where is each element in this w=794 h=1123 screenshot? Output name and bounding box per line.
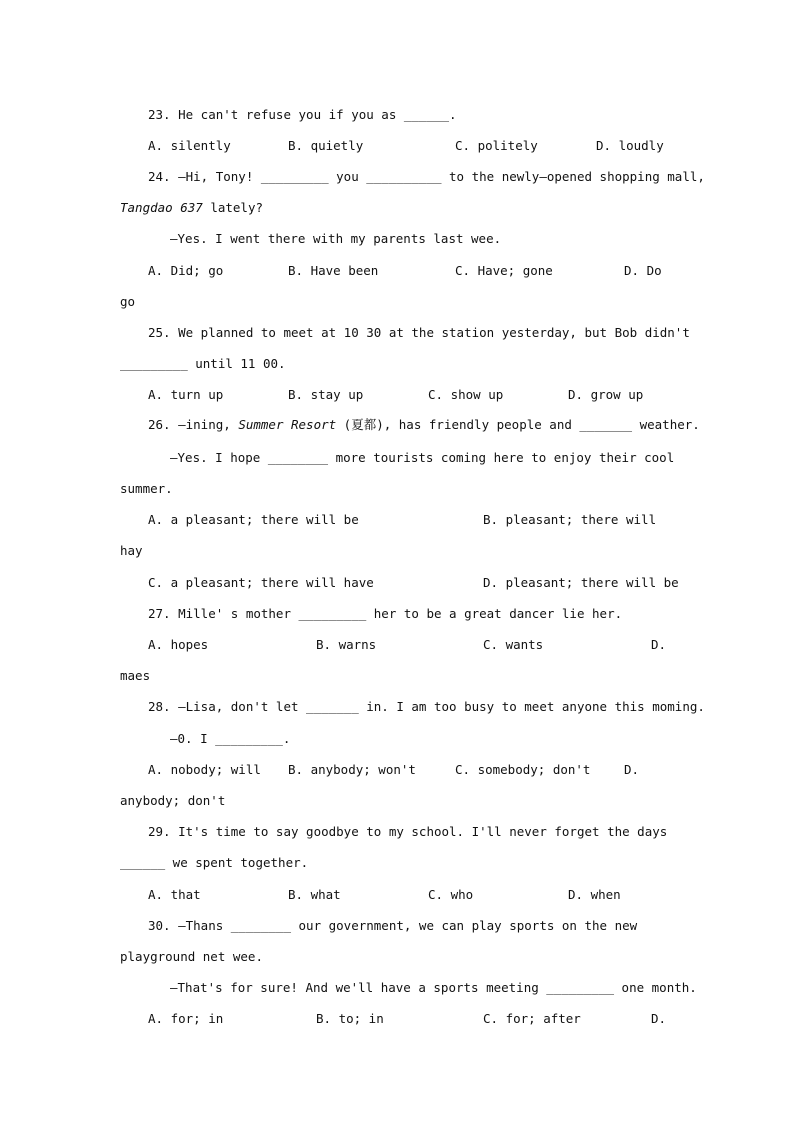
q30-stem-line2: playground net wee. (120, 949, 263, 964)
q24-stem-tail: lately? (202, 200, 264, 215)
q23-option-b: B. quietly (288, 138, 364, 153)
q28-option-d: D. (624, 762, 640, 777)
q29-option-d: D. when (568, 887, 621, 902)
q28-option-c: C. somebody; don't (455, 762, 591, 777)
q26-stem-post: (夏都), has friendly people and _______ weather. (336, 417, 700, 432)
q26-option-a: A. a pleasant; there will be (148, 512, 359, 527)
q30-option-b: B. to; in (316, 1011, 384, 1026)
q24-option-b: B. Have been (288, 263, 379, 278)
q29-option-b: B. what (288, 887, 341, 902)
q27-option-a: A. hopes (148, 637, 209, 652)
q29-stem: 29. It's time to say goodbye to my school. I'll never forget the days (148, 824, 668, 839)
q24-place-name: Tangdao 637 (120, 200, 203, 215)
q26-stem (148, 416, 700, 434)
q30-option-c: C. for; after (483, 1011, 581, 1026)
q28-option-b: B. anybody; won't (288, 762, 416, 777)
q26-option-b: B. pleasant; there will (483, 512, 657, 527)
q23-stem: 23. He can't refuse you if you as ______. (148, 107, 457, 122)
q28-option-d-wrap: anybody; don't (120, 793, 226, 808)
q27-option-c: C. wants (483, 637, 544, 652)
q26-option-c: C. a pleasant; there will have (148, 575, 374, 590)
q26-reply: —Yes. I hope ________ more tourists coming here to enjoy their cool (170, 450, 675, 465)
q23-option-c: C. politely (455, 138, 538, 153)
q26-stem-pre: 26. —ining, (148, 417, 239, 432)
q25-stem-line2: _________ until 11 00. (120, 356, 286, 371)
q24-reply: —Yes. I went there with my parents last wee. (170, 231, 502, 246)
q25-option-c: C. show up (428, 387, 504, 402)
q24-option-d: D. Do (624, 263, 662, 278)
q27-option-b: B. warns (316, 637, 377, 652)
q30-stem: 30. —Thans ________ our government, we can play sports on the new (148, 918, 638, 933)
q25-stem: 25. We planned to meet at 10 30 at the station yesterday, but Bob didn't (148, 325, 690, 340)
q24-option-d-wrap: go (120, 294, 136, 309)
q28-option-a: A. nobody; will (148, 762, 261, 777)
q26-place-name: Summer Resort (238, 417, 337, 432)
q30-reply: —That's for sure! And we'll have a sports meeting _________ one month. (170, 980, 697, 995)
q27-stem: 27. Mille' s mother _________ her to be a great dancer lie her. (148, 606, 623, 621)
q26-option-b-wrap: hay (120, 543, 143, 558)
q23-option-a: A. silently (148, 138, 231, 153)
q23-option-d: D. loudly (596, 138, 664, 153)
q26-reply-line2: summer. (120, 481, 173, 496)
q29-stem-line2: ______ we spent together. (120, 855, 309, 870)
q26-option-d: D. pleasant; there will be (483, 575, 679, 590)
q30-option-a: A. for; in (148, 1011, 224, 1026)
q24-stem: 24. —Hi, Tony! _________ you __________ to the newly—opened shopping mall, (148, 169, 705, 184)
q29-option-c: C. who (428, 887, 474, 902)
q24-stem-line2 (120, 199, 263, 217)
q25-option-a: A. turn up (148, 387, 224, 402)
q25-option-d: D. grow up (568, 387, 644, 402)
q27-option-d-wrap: maes (120, 668, 151, 683)
q27-option-d: D. (651, 637, 667, 652)
q24-option-a: A. Did; go (148, 263, 224, 278)
q30-option-d: D. (651, 1011, 667, 1026)
q28-reply: —0. I _________. (170, 731, 291, 746)
q28-stem: 28. —Lisa, don't let _______ in. I am too busy to meet anyone this moming. (148, 699, 705, 714)
q29-option-a: A. that (148, 887, 201, 902)
q25-option-b: B. stay up (288, 387, 364, 402)
q24-option-c: C. Have; gone (455, 263, 553, 278)
